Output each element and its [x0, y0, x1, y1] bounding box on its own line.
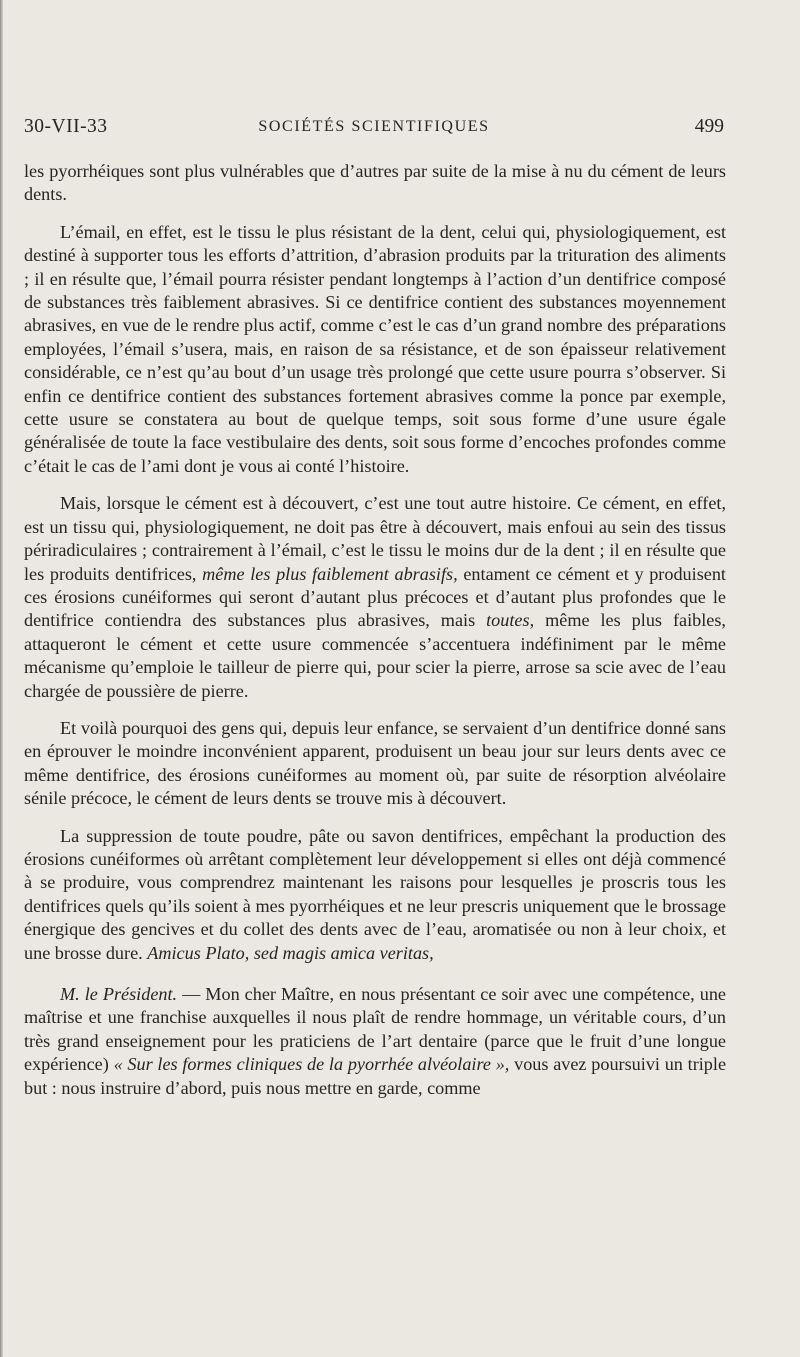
header-date: 30-VII-33 [24, 116, 108, 137]
speaker-name: M. le Président. [60, 984, 178, 1004]
header-section-title: SOCIÉTÉS SCIENTIFIQUES [258, 118, 490, 135]
page-binding-edge [0, 0, 3, 1357]
paragraph-text: La suppression de toute poudre, pâte ou savon dentifrices, empêchant la production des érosions cunéiformes où arrêtant complètement leur développement si elles ont déjà commencé à se produire, vous comprendrez maintenant les raisons pour lesquelles je proscris tous les dentifrices quels qu’ils soient à mes pyorrhéiques et ne leur prescris uniquement que le brossage énergique des gencives et du collet des dents avec de l’eau, aromatisée ou non à leur choix, et une brosse dure. [24, 825, 726, 963]
emphasis-text: même les plus faiblement abrasifs, [202, 563, 458, 584]
running-header [24, 116, 724, 144]
lecture-title: « Sur les formes cliniques de la pyorrhée alvéolaire », [113, 1054, 510, 1075]
paragraph-cement [24, 492, 726, 703]
emphasis-text: toutes, [486, 610, 535, 631]
paragraph-text: Et voilà pourquoi des gens qui, depuis leur enfance, se servaient d’un dentifrice donné sans en éprouver le moindre inconvénient apparent, produisent un beau jour sur leurs dents avec ce même dentifrice, des érosions cunéiformes au moment où, par suite de résorption alvéolaire sénile précoce, le cément de leurs dents se trouve mis à découvert. [24, 717, 726, 809]
paragraph-text: vous avez poursuivi un triple but : nous instruire d’abord, puis nous mettre en garde, comme [24, 1054, 727, 1098]
paragraph-president [24, 983, 726, 1100]
page-number: 499 [694, 116, 724, 137]
paragraph-email [24, 221, 726, 478]
latin-quote: Amicus Plato, sed magis amica veritas, [147, 942, 434, 963]
paragraph-conclusion [24, 825, 726, 965]
paragraph-text: entament ce cément et y produisent ces érosions cunéiformes qui seront d’autant plus précoces et d’autant plus profondes que le dentifrice contiendra des substances plus abrasives, mais [24, 563, 726, 631]
paragraph-explanation [24, 717, 726, 811]
body-text [24, 160, 726, 1100]
paragraph-text: les pyorrhéiques sont plus vulnérables que d’autres par suite de la mise à nu du cément de leurs dents. [24, 161, 726, 205]
paragraph-text: — Mon cher Maître, en nous présentant ce soir avec une compétence, une maîtrise et une franchise auxquelles il nous plaît de rendre hommage, un véritable cours, d’un très grand enseignement pour les praticiens de l’art dentaire (parce que le fruit d’une longue expérience) [24, 984, 727, 1075]
paragraph-continuation [24, 160, 726, 207]
paragraph-text: même les plus faibles, attaqueront le cément et cette usure commencée s’accentuera indéfiniment par le même mécanisme qu’emploie le tailleur de pierre qui, pour scier la pierre, arrose sa scie avec de l’eau chargée de poussière de pierre. [24, 610, 726, 701]
paragraph-text: Mais, lorsque le cément est à découvert, c’est une tout autre histoire. Ce cément, en effet, est un tissu qui, physiologiquement, ne doit pas être à découvert, mais enfoui au sein des tissus périradiculaires ; contrairement à l’émail, c’est le tissu le moins dur de la dent ; il en résulte que les produits dentifrices, [24, 493, 726, 584]
paragraph-text: L’émail, en effet, est le tissu le plus résistant de la dent, celui qui, physiologiquement, est destiné à supporter tous les efforts d’attrition, d’abrasion produits par la trituration des aliments ; il en résulte que, l’émail pourra résister pendant longtemps à l’action d’un dentifrice composé de substances très faiblement abrasives. Si ce dentifrice contient des substances moyennement abrasives, en vue de le rendre plus actif, comme c’est le cas d’un grand nombre des préparations employées, l’émail s’usera, mais, en raison de sa résistance, et de son épaisseur relativement considérable, ce n’est qu’au bout d’un usage très prolongé que cette usure pourra s’observer. Si enfin ce dentifrice contient des substances fortement abrasives comme la ponce par exemple, cette usure se constatera au bout de quelque temps, soit sous forme d’une usure égale généralisée de toute la face vestibulaire des dents, soit sous forme d’encoches profondes comme c’était le cas de l’ami dont je vous ai conté l’histoire. [24, 221, 726, 476]
